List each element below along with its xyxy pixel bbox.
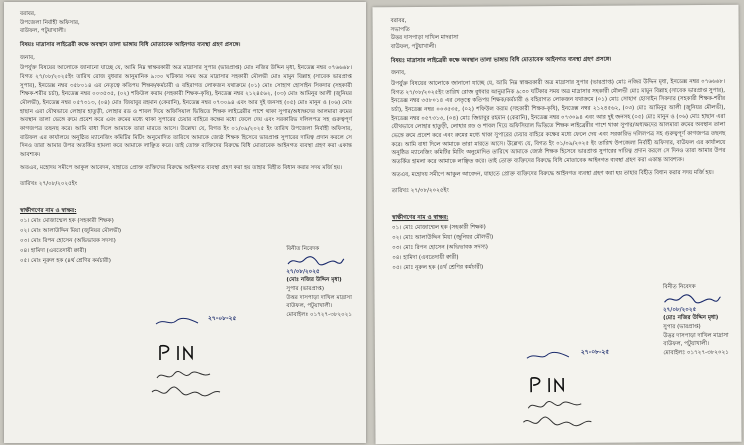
recipient-line-2: বাউফল, পটুয়াখালী। <box>20 28 66 35</box>
recipient-line-3: বাউফল, পটুয়াখালী। <box>390 43 437 51</box>
letter-body: উপর্যুক্ত বিষয়ের আলোকে জানানো যাচ্ছে যে, আমি নিম্ন স্বাক্ষরকারী অত্র মাদ্রাসার সুপার (ভারপ্রাপ্ত) মোঃ নজির উদ্দিন মৃধা, ইনডেক্স নম্বর ০৭৬৬৬৮। বিগত ২৭/০৮/২০২৫ইং তারিখ রোজ বুধবার আনুমানিক ৯:৩০ ঘটিকার সময় অত্র মাদ্রাসার সহকারী মৌলভী মোঃ মামুন বিল্লাহ (সাবেক ভারপ্রাপ্ত সুপার), ইনডেক্স নম্বর ৩৫৮০১৪ এর নেতৃত্বে কতিপয় শিক্ষক/কর্মচারী ও বহিরাগত লোকজন যথাক্রমে (০১) মোঃ সোহাগ হোসাইন সিকদার (সহকারী শিক্ষক-শরীর চর্চা), ইনডেক্স নম্বর ০০৩৫৩৫, (০২) শফিউল করাম (সহকারী শিক্ষক-কৃষি), ইনডেক্স নম্বর ২১২৪৫৬২, (০৩) মোঃ আমিনুর আলী (জুনিয়র মৌলভী), ইনডেক্স নম্বর ০৫৭৩১৩, (০৪) মোঃ জিয়াবুর রহমান (কেরানি), ইনডেক্স নম্বর ০৭৩০৯৪ এবং আর দুই জনসহ (০৫) মোঃ মানুন ও (০৬) মোঃ হাছান এরা যৌথভাবে লোহার হাতুড়ী, লোহার রড ও শাবল দিয়ে অফিসিয়াল ভিত্তিতে শিক্ষক লাইব্রেরীর পাশে থাকা সুপার/অধ্যক্ষদের আলমারা রুমের অবস্থান তালা ভেঙ্গে রুমে প্রবেশ করে এবং রুমের মধ্যে থাকা সুপারের চেয়ার বাহিরে কক্ষের মধ্যে ফেলে দেয় এবং সরকারিভ দলিলপত্র সহ গুরুত্বপূর্ণ কাগজপত্র তছনছ করে। আমি বাধা দিলে আমাকে তারা মারতে আসে। উল্লেখ্য যে, বিগত ইং ০১/০৯/২০২৫ ইং তারিখ উপজেলা নির্বাহী অফিসার, বাউফল এর কার্যালয়ে অনুষ্ঠিত ম্যানেজিং কমিটির মিটিং অনুমোদিত তারিখে আমাকে জ্যেষ্ঠ শিক্ষক হিসেবে ভারপ্রাপ্ত সুপারের দায়িত্ব প্রদান করলে সে দিনও তারা আমার উপর অতর্কিত হামলা করে আমাকে লাঞ্ছিত করে। তাই তোক্ত ব্যক্তিদের বিরুদ্ধে বিধি মোতাবেক আইনগত ব্যবস্থা গ্রহণ করা একান্ত আবশ্যক। <box>390 78 726 165</box>
witness-item: ০২। মোঃ আলাউদ্দিন মিয়া (জুনিয়র মৌলভী) <box>20 228 122 235</box>
witness-item: ০৪। হামিদা (এবতেদায়ী ক্বারী) <box>392 255 459 262</box>
recipient-address <box>391 15 725 52</box>
witness-signature-icon <box>525 398 585 414</box>
to-label: বরাবর, <box>20 11 36 17</box>
request-paragraph: অতএব, মহোদয় সমীপে আকুল আবেদন, যাহাতে প্রোক্ত ব্যক্তিদের বিরুদ্ধে আইনগত ব্যবস্থা গ্রহণ করা হয় তাহার বিহীত বিধান করার সদয় মর্জি হয়। <box>391 169 714 178</box>
institution-location: বাউফল, পটুয়াখালী। <box>286 303 333 310</box>
institution-name: উত্তর দাসপাড়া দাখিল মাদ্রাসা <box>286 294 352 301</box>
witness-signature-icon <box>150 384 222 400</box>
witness-title: স্বাক্ষীগণের নাম ও স্বাক্ষর: <box>391 214 449 221</box>
to-label: বরাবর, <box>390 18 407 25</box>
date-line: তারিখঃ ২৭/০৮/২০২৫ইং <box>391 187 449 195</box>
closing: বিনীত নিবেদক <box>286 246 320 252</box>
witness-list <box>392 222 726 274</box>
witness-item: ০১। মোঃ মোজাম্মেল হক (সহকারী শিক্ষক) <box>20 218 114 225</box>
witness-signature-icon <box>527 374 575 396</box>
salutation: জনাব, <box>390 70 406 77</box>
date-line: তারিখঃ ২৭/০৮/২০২৫ইং <box>20 181 78 188</box>
witness-signature-icon <box>156 342 204 364</box>
witness-item: ০৫। মোঃ নূরুল হক (৪র্থ শ্রেণির কর্মচারী) <box>20 258 111 265</box>
handwritten-signature-icon <box>663 291 729 305</box>
recipient-line-2: উত্তর দাসপাড়া দাখিল মাদরাসা <box>390 34 459 42</box>
letter-body: উপর্যুক্ত বিষয়ের আলোকে জানানো যাচ্ছে যে, আমি নিম্ন স্বাক্ষরকারী অত্র মাদ্রাসার সুপার (ভারপ্রাপ্ত) মোঃ নজির উদ্দিন মৃধা, ইনডেক্স নম্বর ০৭৬৬৬৮। বিগত ২৭/০৮/২০২৫ইং তারিখ রোজ বুধবার আনুমানিক ৯:৩০ ঘটিকার সময় অত্র মাদ্রাসার সহকারী মৌলভী মোঃ মামুন বিল্লাহ (সাবেক ভারপ্রাপ্ত সুপার), ইনডেক্স নম্বর ৩৫৮০১৪ এর নেতৃত্বে কতিপয় শিক্ষক/কর্মচারী ও বহিরাগত লোকজন যথাক্রমে (০১) মোঃ সোহাগ হোসাইন সিকদার (সহকারী শিক্ষক-শরীর চর্চা), ইনডেক্স নম্বর ০০৩৫৩৫, (০২) শফিউল করাম (সহকারী শিক্ষক-কৃষি), ইনডেক্স নম্বর ২১২৪৫৬২, (০৩) মোঃ আমিনুর আলী (জুনিয়র মৌলভী), ইনডেক্স নম্বর ০৫৭৩১৩, (০৪) মোঃ জিয়াবুর রহমান (কেরানি), ইনডেক্স নম্বর ০৭৩০৯৪ এবং আর দুই জনসহ (০৫) মোঃ মানুন ও (০৬) মোঃ হাছান এরা যৌথভাবে লোহার হাতুড়ী, লোহার রড ও শাবল দিয়ে অফিসিয়াল ভিত্তিতে শিক্ষক লাইব্রেরীর পাশে থাকা সুপার/অধ্যক্ষদের আলমারা রুমের অবস্থান তালা ভেঙ্গে রুমে প্রবেশ করে এবং রুমের মধ্যে থাকা সুপারের চেয়ার বাহিরে কক্ষের মধ্যে ফেলে দেয় এবং সরকারিভ দলিলপত্র সহ গুরুত্বপূর্ণ কাগজপত্র তছনছ করে। আমি বাধা দিলে আমাকে তারা মারতে আসে। উল্লেখ্য যে, বিগত ইং ০১/০৯/২০২৫ ইং তারিখ উপজেলা নির্বাহী অফিসার, বাউফল এর কার্যালয়ে অনুষ্ঠিত ম্যানেজিং কমিটির মিটিং অনুমোদিত তারিখে আমাকে জ্যেষ্ঠ শিক্ষক হিসেবে ভারপ্রাপ্ত সুপারের দায়িত্ব প্রদান করলে সে দিনও তারা আমার উপর অতর্কিত হামলা করে আমাকে লাঞ্ছিত করে। তাই তোক্ত ব্যক্তিদের বিরুদ্ধে বিধি মোতাবেক আইনগত ব্যবস্থা গ্রহণ করা একান্ত আবশ্যক। <box>20 65 352 158</box>
institution-name: উত্তর দাসপাড়া দাখিল মাদ্রাসা <box>663 332 729 339</box>
recipient-address <box>20 10 352 36</box>
signer-name: (মোঃ নজির উদ্দিন মৃধা) <box>663 315 719 322</box>
witness-item: ০৫। মোঃ নূরুল হক (৪র্থ শ্রেণির কর্মচারী) <box>392 264 484 272</box>
witness-signature-icon <box>154 368 214 384</box>
witness-signature-icon <box>525 350 585 362</box>
recipient-line-1: উপজেলা নির্বাহী অফিসার, <box>20 19 80 26</box>
signature-date: ২৭/০৮/২০২৫ <box>286 268 320 275</box>
recipient-line-1: সভাপতি <box>390 26 410 33</box>
salutation: জনাব, <box>20 54 35 61</box>
signer-title: সুপার (ভারপ্রাপ্ত) <box>286 285 325 292</box>
letter-page-left <box>4 2 366 443</box>
witness-item: ০১। মোঃ মোজাম্মেল হক (সহকারী শিক্ষক) <box>392 224 486 232</box>
witness-sig-date: ২৭-০৮-২৫ <box>580 348 610 356</box>
witness-item: ০৩। মোঃ রিপন হোসেন (অভিভাবক সদস্য) <box>20 238 116 245</box>
institution-location: বাউফল, পটুয়াখালী। <box>663 341 710 348</box>
witness-signature-icon <box>154 316 214 328</box>
signer-phone: মোবাইলঃ ০১৭২৭-৩৮২০২১ <box>663 349 729 357</box>
request-paragraph: অতএব, মহোদয় সমীপে আকুল আবেদন, যাহাতে প্রোক্ত ব্যক্তিদের বিরুদ্ধে আইনগত ব্যবস্থা গ্রহণ করা হয় তাহার বিহীত বিধান করার সদয় মর্জি হয়। <box>20 164 343 171</box>
subject-line: বিষয়ঃ মাদ্রাসার লাইব্রেরী কক্ষে অবস্থান তালা ভাঙ্গায় বিধি মোতাবেক আইনগত ব্যবস্থা গ্রহণ প্রসঙ্গে। <box>390 56 612 64</box>
signature-block <box>286 245 352 320</box>
signer-name: (মোঃ নজির উদ্দিন মৃধা) <box>286 277 342 284</box>
handwritten-signature-icon <box>286 254 352 268</box>
closing: বিনীত নিবেদক <box>662 284 696 291</box>
witness-item: ০৩। মোঃ রিপন হোসেন (অভিভাবক সদস্য) <box>392 244 489 252</box>
witness-title: স্বাক্ষীগণের নাম ও স্বাক্ষর: <box>20 207 77 214</box>
signature-date: ২৭/০৮/২০২৫ <box>662 306 697 313</box>
signer-title: সুপার (ভারপ্রাপ্ত) <box>663 323 701 331</box>
signer-phone: মোবাইলঃ ০১৭২৭-৩৮২০২১ <box>286 311 352 318</box>
witness-item: ০৪। হামিদা (এবতেদায়ী ক্বারী) <box>20 248 87 255</box>
subject-line: বিষয়ঃ মাদ্রাসার লাইব্রেরী কক্ষে অবস্থান তালা ভাঙ্গায় বিধি মোতাবেক আইনগত ব্যবস্থা গ্রহণ প্রসঙ্গে। <box>20 41 241 48</box>
signature-block <box>663 283 729 358</box>
witness-signature-icon <box>521 414 593 431</box>
letter-page-right <box>372 5 741 445</box>
witness-item: ০২। মোঃ আলাউদ্দিন মিয়া (জুনিয়র মৌলভী) <box>392 234 494 242</box>
witness-sig-date: ২৭-০৮-২৫ <box>208 315 237 322</box>
